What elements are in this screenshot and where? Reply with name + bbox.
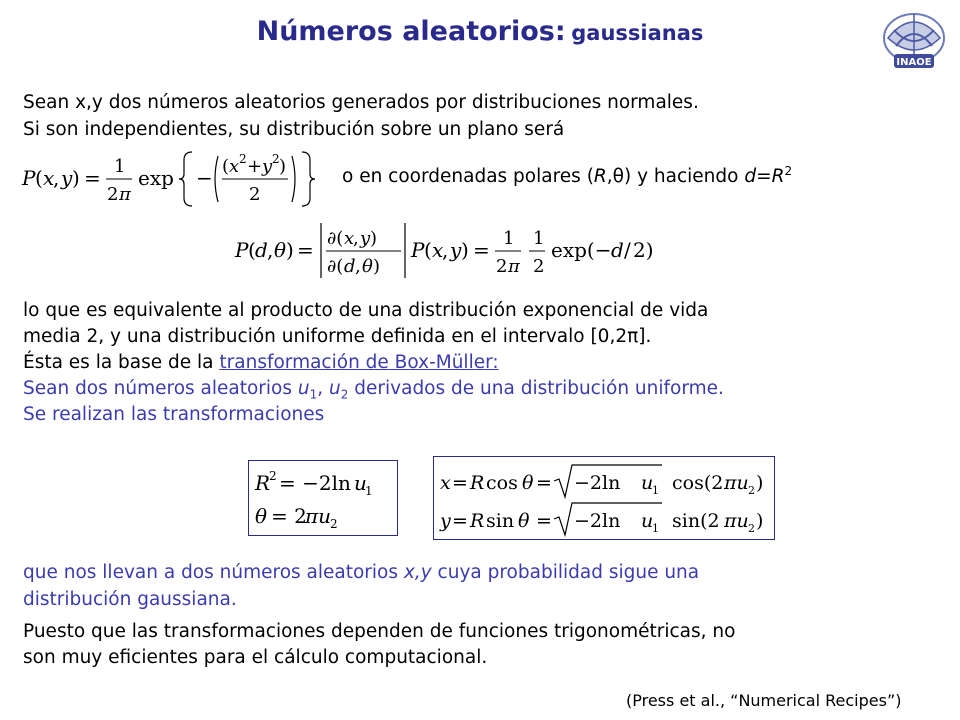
svg-text:exp(−: exp(−	[551, 238, 612, 262]
title-sub: gaussianas	[571, 21, 704, 45]
svg-text:θ: θ	[274, 238, 287, 262]
svg-text:y: y	[360, 228, 371, 249]
svg-text:1: 1	[365, 484, 373, 498]
svg-text:,: ,	[442, 238, 449, 262]
polar-text-r: R	[593, 166, 607, 188]
body-line-3-text: Ésta es la base de la	[23, 352, 220, 373]
svg-text:u: u	[641, 472, 654, 494]
inaoe-logo-icon	[878, 8, 950, 74]
polar-coordinates-text	[342, 164, 792, 187]
svg-text:1: 1	[114, 156, 126, 177]
svg-text:−2ln: −2ln	[574, 510, 621, 532]
svg-text:∂(: ∂(	[327, 228, 344, 249]
svg-text:π: π	[508, 256, 520, 277]
svg-text:): )	[373, 256, 381, 277]
svg-text:=: =	[473, 238, 490, 262]
conclusion-line-3: Puesto que las transformaciones dependen de funciones trigonométricas, no	[23, 621, 736, 642]
svg-text:θ: θ	[522, 472, 534, 494]
conclusion-line-1-xy: x,y	[403, 562, 432, 583]
svg-text:R: R	[470, 510, 485, 532]
svg-text:θ: θ	[362, 256, 373, 277]
equation-polar-transform	[233, 220, 663, 280]
svg-text:): )	[756, 472, 764, 494]
logo-label: INAOE	[896, 57, 932, 68]
svg-text:P: P	[411, 238, 425, 262]
svg-text:2: 2	[269, 469, 277, 483]
svg-text:): )	[72, 166, 80, 190]
svg-text:1: 1	[503, 228, 515, 249]
svg-text:θ: θ	[255, 504, 268, 528]
svg-text:πu: πu	[724, 472, 749, 494]
transform-box-cartesian	[433, 456, 775, 540]
conclusion-line-2: distribución gaussiana.	[23, 589, 237, 610]
body-line-1: lo que es equivalente al producto de una distribución exponencial de vida	[23, 300, 709, 321]
svg-text:cos: cos	[486, 472, 518, 494]
svg-text:sin(2: sin(2	[672, 510, 720, 532]
svg-text:x: x	[440, 472, 451, 494]
svg-text:cos(2: cos(2	[672, 472, 724, 494]
polar-text-eq: =	[756, 166, 772, 188]
svg-text:R: R	[255, 471, 271, 495]
svg-text:1: 1	[652, 522, 659, 535]
body-line-2: media 2, y una distribución uniforme definida en el intervalo [0,2π].	[23, 326, 652, 347]
svg-text:+: +	[247, 156, 263, 177]
svg-text:2: 2	[533, 256, 545, 277]
polar-text-r2: R	[771, 166, 785, 188]
svg-text:θ: θ	[518, 510, 530, 532]
box-muller-link[interactable]: transformación de Box-Müller:	[219, 352, 499, 373]
polar-text-mid: ,θ) y haciendo	[606, 166, 745, 188]
svg-text:,: ,	[355, 256, 361, 277]
body-line-5: Se realizan las transformaciones	[23, 404, 325, 425]
svg-text:2: 2	[748, 484, 755, 497]
svg-text:,: ,	[53, 166, 60, 190]
svg-text:2: 2	[239, 152, 247, 166]
svg-text:2: 2	[496, 256, 508, 277]
svg-text:=: =	[452, 510, 468, 532]
svg-text:d: d	[611, 238, 624, 262]
equation-joint-normal	[20, 148, 320, 208]
svg-text:P: P	[22, 166, 36, 190]
conclusion-line-1-post: cuya probabilidad sigue una	[431, 562, 700, 583]
svg-text:π: π	[119, 184, 131, 205]
svg-text:x: x	[432, 238, 444, 262]
svg-text:P: P	[235, 238, 249, 262]
svg-text:R: R	[470, 472, 485, 494]
svg-text:=: =	[297, 238, 314, 262]
svg-text:): )	[756, 510, 764, 532]
svg-text:u: u	[354, 471, 367, 495]
svg-text:y: y	[61, 166, 73, 190]
svg-text:): )	[461, 238, 469, 262]
svg-text:=: =	[84, 166, 101, 190]
intro-line-1: Sean x,y dos números aleatorios generados por distribuciones normales.	[23, 92, 699, 113]
svg-text:−2ln: −2ln	[574, 472, 621, 494]
svg-text:πu: πu	[724, 510, 749, 532]
svg-text:u: u	[641, 510, 654, 532]
svg-text:(: (	[35, 166, 43, 190]
body-line-3	[23, 350, 499, 375]
svg-text:/: /	[624, 238, 631, 262]
svg-text:=: =	[452, 472, 468, 494]
svg-text:2: 2	[107, 184, 119, 205]
svg-text:1: 1	[533, 228, 545, 249]
svg-text:πu: πu	[305, 504, 332, 528]
svg-text:x: x	[344, 228, 355, 249]
svg-text:1: 1	[652, 484, 659, 497]
transform-box-polar	[248, 460, 398, 536]
body-line-4-pre: Sean dos números aleatorios	[23, 378, 298, 399]
svg-text:(: (	[248, 238, 256, 262]
body-line-4-post: derivados de una distribución uniforme.	[348, 378, 724, 399]
svg-text:y: y	[440, 510, 451, 532]
svg-text:=: =	[536, 472, 552, 494]
svg-text:2: 2	[748, 522, 755, 535]
svg-text:2: 2	[272, 152, 280, 166]
page-title	[0, 16, 960, 47]
svg-text:∂(: ∂(	[327, 256, 344, 277]
svg-text:): )	[279, 156, 287, 177]
body-line-4: Sean dos números aleatorios $u_1$, $u_2$ derivados de una distribución uniforme.	[23, 378, 724, 402]
svg-text:exp: exp	[138, 166, 174, 190]
conclusion-line-4: son muy eficientes para el cálculo computacional.	[23, 647, 488, 668]
svg-text:y: y	[262, 156, 273, 177]
svg-text:2: 2	[249, 184, 261, 205]
citation: (Press et al., “Numerical Recipes”)	[626, 691, 902, 710]
svg-text:−: −	[196, 166, 213, 190]
svg-text:= 2: = 2	[271, 504, 307, 528]
svg-text:d: d	[344, 256, 356, 277]
polar-text-d: d	[744, 166, 757, 188]
title-main: Números aleatorios:	[256, 16, 566, 47]
svg-text:(: (	[222, 156, 230, 177]
svg-text:sin: sin	[486, 510, 515, 532]
svg-text:(: (	[424, 238, 432, 262]
svg-text:d: d	[255, 238, 268, 262]
svg-text:x: x	[229, 156, 240, 177]
conclusion-line-1	[23, 560, 699, 585]
svg-text:x: x	[43, 166, 55, 190]
svg-text:,: ,	[267, 238, 274, 262]
svg-text:2): 2)	[633, 238, 654, 262]
conclusion-line-1-pre: que nos llevan a dos números aleatorios	[23, 562, 404, 583]
svg-text:,: ,	[353, 228, 359, 249]
svg-text:y: y	[450, 238, 462, 262]
svg-text:): )	[286, 238, 294, 262]
polar-text-pre: o en coordenadas polares (	[342, 166, 594, 188]
intro-line-2: Si son independientes, su distribución sobre un plano será	[23, 119, 565, 140]
polar-text-exponent: 2	[784, 164, 793, 178]
svg-text:): )	[370, 228, 378, 249]
svg-text:2: 2	[330, 517, 338, 531]
svg-text:= −2ln: = −2ln	[279, 471, 351, 495]
svg-text:=: =	[536, 510, 552, 532]
